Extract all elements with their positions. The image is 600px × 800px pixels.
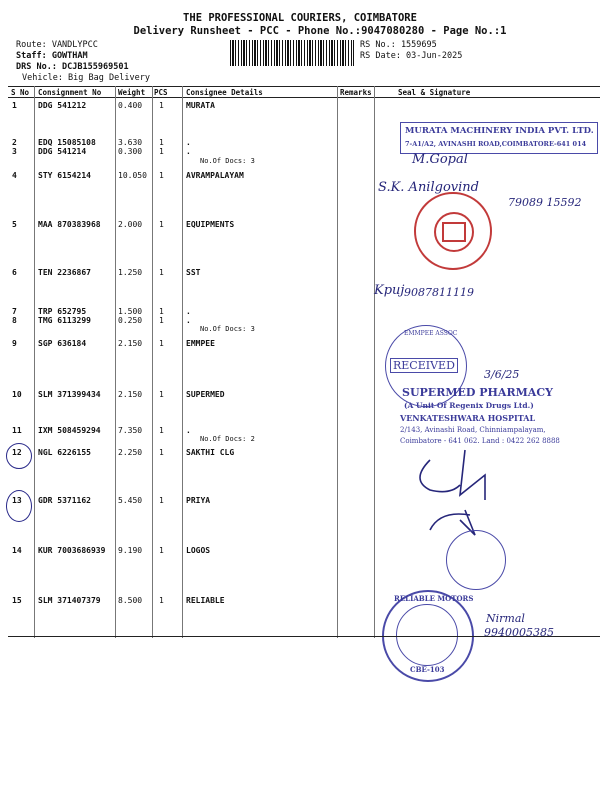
col-header-consignee: Consignee Details — [186, 88, 263, 97]
row-consignment: TMG 6113299 — [38, 316, 91, 325]
row-pcs: 1 — [159, 307, 164, 316]
col-header-sno: S No — [11, 88, 30, 97]
col-divider — [374, 86, 375, 638]
row-consignment: SLM 371399434 — [38, 390, 101, 399]
company-title: THE PROFESSIONAL COURIERS, COIMBATORE — [183, 12, 417, 24]
row-consignment: TEN 2236867 — [38, 268, 91, 277]
row-consignee: PRIYA — [186, 496, 211, 505]
row-consignment: KUR 7003686939 — [38, 546, 106, 555]
row-consignment: MAA 870383968 — [38, 220, 101, 229]
col-header-consignment: Consignment No — [38, 88, 102, 97]
row-consignee: SST — [186, 268, 201, 277]
row-consignment: DDG 541212 — [38, 101, 87, 110]
table-top-rule — [8, 86, 600, 87]
sheet-title: Delivery Runsheet - PCC - Phone No.:9047080280 - Page No.:1 — [133, 25, 507, 37]
row-weight: 8.500 — [118, 596, 143, 605]
row-sno: 8 — [12, 316, 17, 325]
row-pcs: 1 — [159, 596, 164, 605]
row-sno: 15 — [12, 596, 22, 605]
row-weight: 0.400 — [118, 101, 143, 110]
rs-number: RS No.: 1559695 — [360, 40, 437, 50]
murata-stamp — [400, 122, 598, 154]
col-divider — [337, 86, 338, 638]
supermed-stamp-line: VENKATESHWARA HOSPITAL — [400, 413, 536, 423]
row-consignee: . — [186, 316, 191, 325]
row-weight: 3.630 — [118, 138, 143, 147]
row-sno: 14 — [12, 546, 22, 555]
row-sno: 1 — [12, 101, 17, 110]
vehicle-label: Vehicle: Big Bag Delivery — [22, 73, 150, 83]
row-sno: 4 — [12, 171, 17, 180]
murata-stamp-address: 7-A1/A2, AVINASHI ROAD,COIMBATORE-641 014 — [405, 140, 587, 148]
supermed-stamp-line: (A Unit Of Regenix Drugs Ltd.) — [404, 401, 534, 410]
row-consignment: DDG 541214 — [38, 147, 87, 156]
row-consignment: SGP 636184 — [38, 339, 87, 348]
row-pcs: 1 — [159, 426, 164, 435]
col-header-remarks: Remarks — [340, 88, 372, 97]
table-bottom-rule — [8, 636, 600, 637]
row-consignee: . — [186, 307, 191, 316]
row-sno: 2 — [12, 138, 17, 147]
row-consignment: GDR 5371162 — [38, 496, 91, 505]
col-divider — [34, 86, 35, 638]
table-header-rule — [8, 97, 600, 98]
col-divider — [152, 86, 153, 638]
row-consignment: STY 6154214 — [38, 171, 91, 180]
handdrawn-circle — [6, 443, 32, 469]
staff-label: Staff: GOWTHAM — [16, 51, 88, 61]
row-sno: 10 — [12, 390, 22, 399]
docs-note: No.Of Docs: 3 — [200, 157, 255, 165]
barcode — [230, 40, 354, 66]
row-sno: 9 — [12, 339, 17, 348]
row-consignment: IXM 508459294 — [38, 426, 101, 435]
row-pcs: 1 — [159, 339, 164, 348]
row-weight: 2.000 — [118, 220, 143, 229]
row-consignee: . — [186, 138, 191, 147]
row-weight: 2.150 — [118, 390, 143, 399]
row-pcs: 1 — [159, 220, 164, 229]
handwritten-date: 3/6/25 — [484, 368, 520, 381]
row-sno: 11 — [12, 426, 22, 435]
row-consignee: . — [186, 147, 191, 156]
docs-note: No.Of Docs: 3 — [200, 325, 255, 333]
col-header-pcs: PCS — [154, 88, 168, 97]
row-weight: 1.250 — [118, 268, 143, 277]
row-sno: 12 — [12, 448, 22, 457]
rs-date: RS Date: 03-Jun-2025 — [360, 51, 463, 61]
supermed-stamp-line: Coimbatore - 641 062. Land : 0422 262 8888 — [400, 437, 560, 445]
row-sno: 6 — [12, 268, 17, 277]
signature: Kpuj — [374, 283, 405, 298]
row-weight: 5.450 — [118, 496, 143, 505]
supermed-stamp-line: 2/143, Avinashi Road, Chinniampalayam, — [400, 426, 546, 434]
row-weight: 9.190 — [118, 546, 143, 555]
row-consignee: SAKTHI CLG — [186, 448, 235, 457]
col-header-weight: Weight — [118, 88, 146, 97]
row-pcs: 1 — [159, 138, 164, 147]
round-red-stamp — [414, 192, 492, 270]
row-sno: 3 — [12, 147, 17, 156]
row-weight: 0.300 — [118, 147, 143, 156]
drs-number: DRS No.: DCJB155969501 — [16, 62, 129, 72]
row-consignment: SLM 371407379 — [38, 596, 101, 605]
signature: M.Gopal — [412, 152, 468, 167]
row-pcs: 1 — [159, 496, 164, 505]
col-divider — [182, 86, 183, 638]
received-stamp: RECEIVED — [390, 358, 458, 373]
emmpee-stamp-name: EMMPEE ASSOC — [404, 330, 458, 337]
row-pcs: 1 — [159, 101, 164, 110]
row-pcs: 1 — [159, 448, 164, 457]
reliable-stamp-code: CBE-103 — [410, 665, 445, 674]
row-pcs: 1 — [159, 546, 164, 555]
row-sno: 13 — [12, 496, 22, 505]
row-consignee: AVRAMPALAYAM — [186, 171, 244, 180]
row-consignee: . — [186, 426, 191, 435]
row-consignment: NGL 6226155 — [38, 448, 91, 457]
row-pcs: 1 — [159, 268, 164, 277]
row-weight: 2.250 — [118, 448, 143, 457]
signature: S.K. Anilgovind — [378, 180, 479, 195]
row-pcs: 1 — [159, 171, 164, 180]
handwritten-phone: 79089 15592 — [508, 196, 582, 209]
row-consignee: SUPERMED — [186, 390, 225, 399]
route-label: Route: VANDLYPCC — [16, 40, 98, 50]
row-weight: 0.250 — [118, 316, 143, 325]
row-sno: 7 — [12, 307, 17, 316]
handwritten-name: Nirmal — [486, 612, 525, 625]
row-consignment: TRP 652795 — [38, 307, 87, 316]
docs-note: No.Of Docs: 2 — [200, 435, 255, 443]
row-consignee: MURATA — [186, 101, 215, 110]
row-consignee: LOGOS — [186, 546, 211, 555]
supermed-stamp-title: SUPERMED PHARMACY — [402, 386, 553, 399]
handwritten-phone: 9940005385 — [484, 626, 554, 639]
col-header-seal: Seal & Signature — [398, 88, 471, 97]
row-weight: 10.050 — [118, 171, 147, 180]
row-consignee: RELIABLE — [186, 596, 225, 605]
handdrawn-circle — [6, 490, 32, 522]
row-consignee: EMMPEE — [186, 339, 215, 348]
row-weight: 1.500 — [118, 307, 143, 316]
handwritten-phone: 9087811119 — [404, 286, 474, 299]
row-weight: 7.350 — [118, 426, 143, 435]
row-weight: 2.150 — [118, 339, 143, 348]
row-consignee: EQUIPMENTS — [186, 220, 235, 229]
row-pcs: 1 — [159, 316, 164, 325]
logos-round-stamp — [446, 530, 506, 590]
murata-stamp-name: MURATA MACHINERY INDIA PVT. LTD. — [405, 126, 594, 136]
row-pcs: 1 — [159, 390, 164, 399]
row-consignment: EDQ 15085108 — [38, 138, 96, 147]
col-divider — [115, 86, 116, 638]
reliable-stamp-name: RELIABLE MOTORS — [394, 594, 474, 603]
row-sno: 5 — [12, 220, 17, 229]
row-pcs: 1 — [159, 147, 164, 156]
